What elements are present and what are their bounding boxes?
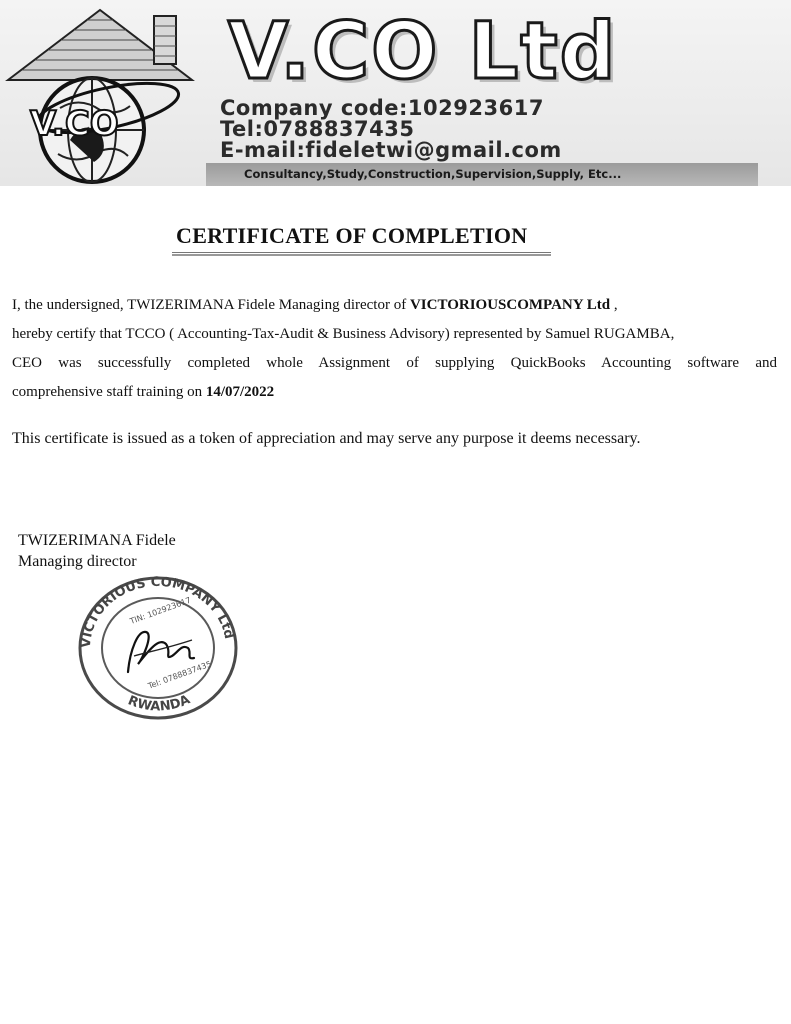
completion-date: 14/07/2022	[205, 384, 275, 400]
stamp-outer-text: VICTORIOUS COMPANY Ltd	[78, 574, 237, 649]
company-email: E-mail:fideletwi@gmail.com	[220, 138, 562, 162]
company-logo	[0, 0, 215, 186]
handwritten-signature	[128, 632, 194, 672]
certificate-title: CERTIFICATE OF COMPLETION	[176, 223, 528, 248]
stamp-bottom-text: RWANDA	[125, 692, 193, 715]
body-line-4	[12, 378, 777, 407]
logo-text: V.CO	[30, 104, 119, 144]
certificate-closing: This certificate is issued as a token of appreciation and may serve any purpose it deems necessary.	[12, 430, 641, 447]
company-code: Company code:102923617	[220, 96, 544, 120]
signatory-name: TWIZERIMANA Fidele	[18, 532, 176, 549]
stamp-tin: TIN: 102923617	[128, 595, 193, 627]
company-name: V.CO Ltd	[228, 7, 618, 97]
services-bar: Consultancy,Study,Construction,Supervision,Supply, Etc...	[206, 163, 758, 186]
stamp-tel: Tel: 0788837435	[146, 659, 213, 691]
body-line-2: hereby certify that TCCO ( Accounting-Tax-Audit & Business Advisory) represented by Samuel RUGAMBA,	[12, 326, 675, 342]
certificate-body	[12, 291, 777, 407]
body-text: comprehensive staff training on	[12, 384, 206, 400]
company-phone: Tel:0788837435	[220, 117, 415, 141]
letterhead	[0, 0, 791, 186]
body-text: ,	[610, 297, 618, 313]
title-underline-2	[172, 254, 551, 256]
body-line-3: CEO was successfully completed whole Assignment of supplying QuickBooks Accounting software and	[12, 355, 777, 371]
body-text: I, the undersigned, TWIZERIMANA Fidele Managing director of	[12, 297, 410, 313]
body-line-1	[12, 291, 777, 320]
company-name-bold: VICTORIOUSCOMPANY Ltd	[409, 297, 611, 313]
company-stamp	[68, 560, 248, 720]
title-underline	[172, 252, 551, 253]
signatory-role: Managing director	[18, 553, 137, 570]
roof-icon	[8, 10, 192, 80]
